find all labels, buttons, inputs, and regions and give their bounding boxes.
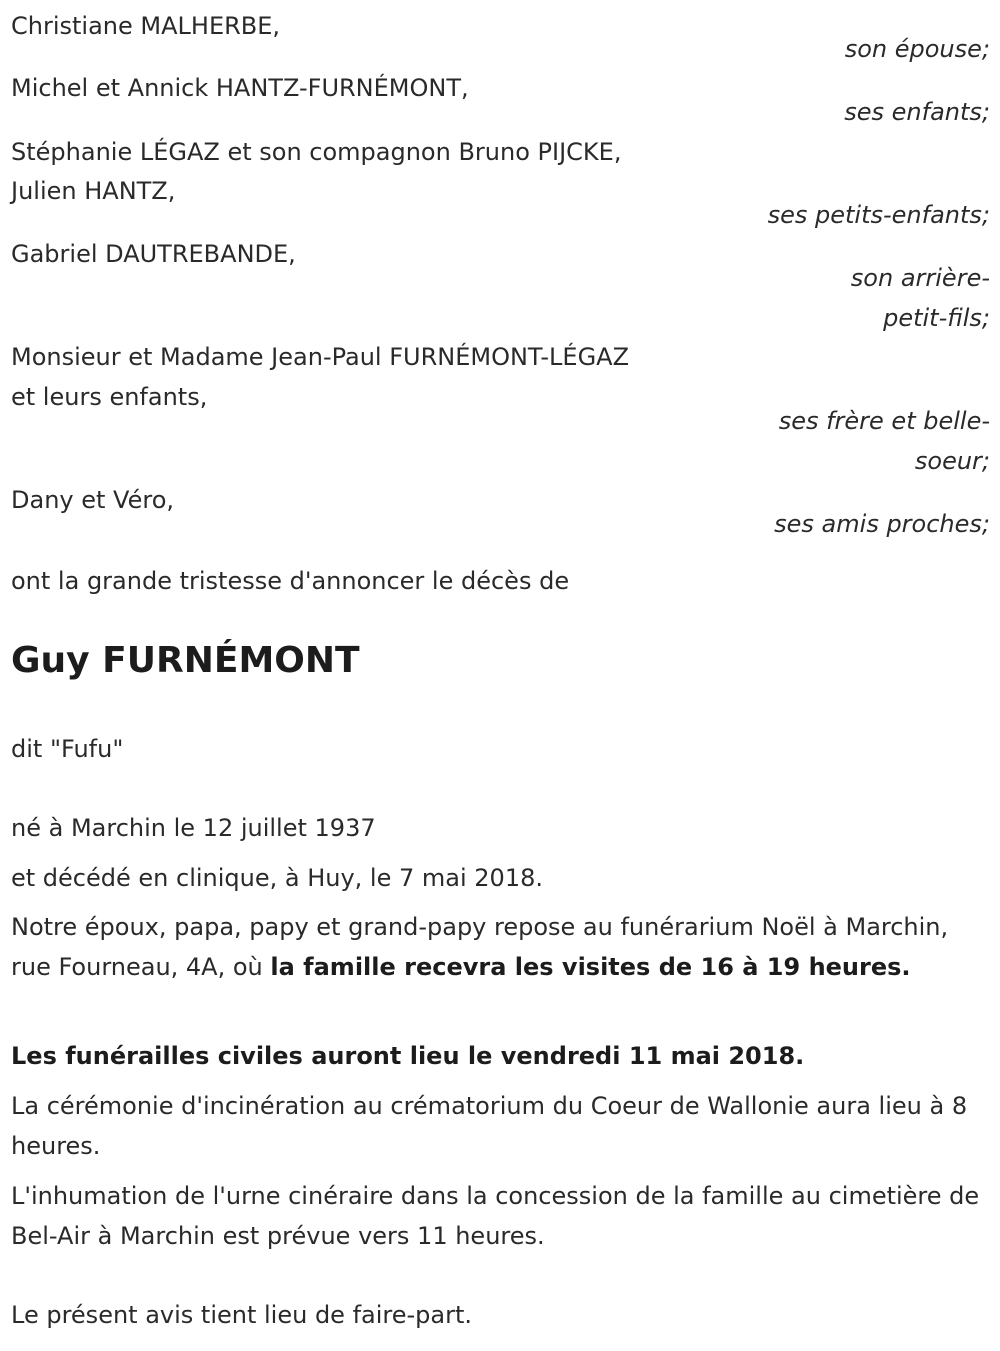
resting-place-text: Notre époux, papa, papy et grand-papy repose au funérarium Noël à Marchin, rue Fourneau, 4A, où (11, 913, 949, 981)
family-relation: ses frère et belle- (778, 407, 990, 435)
notice-text: Le présent avis tient lieu de faire-part. (11, 1301, 473, 1329)
family-name-line: et leurs enfants, (11, 383, 208, 411)
funeral-date: Les funérailles civiles auront lieu le vendredi 11 mai 2018. (11, 1042, 805, 1070)
nickname: dit "Fufu" (11, 735, 124, 763)
family-relation: petit-fils; (883, 304, 990, 332)
deceased-name: Guy FURNÉMONT (11, 640, 360, 681)
family-name-line: Stéphanie LÉGAZ et son compagnon Bruno PIJCKE, (11, 138, 622, 166)
burial-paragraph: L'inhumation de l'urne cinéraire dans la concession de la famille au cimetière de Bel-Air à Marchin est prévue vers 11 heures. (11, 1182, 980, 1250)
announcement-text: ont la grande tristesse d'annoncer le décès de (11, 567, 570, 595)
birth-info: né à Marchin le 12 juillet 1937 (11, 814, 376, 842)
family-relation: ses petits-enfants; (767, 201, 990, 229)
family-relation: ses enfants; (844, 98, 990, 126)
family-name-line: Dany et Véro, (11, 486, 175, 514)
ceremony-paragraph: La cérémonie d'incinération au crématorium du Coeur de Wallonie aura lieu à 8 heures. (11, 1092, 968, 1160)
family-name-line: Julien HANTZ, (11, 177, 176, 205)
family-relation: son épouse; (844, 35, 990, 63)
family-name-line: Christiane MALHERBE, (11, 12, 281, 40)
family-relation: soeur; (914, 447, 990, 475)
family-name-line: Gabriel DAUTREBANDE, (11, 240, 296, 268)
death-info: et décédé en clinique, à Huy, le 7 mai 2018. (11, 864, 543, 892)
family-name-line: Michel et Annick HANTZ-FURNÉMONT, (11, 74, 469, 102)
visiting-hours: la famille recevra les visites de 16 à 19 heures. (270, 953, 911, 981)
resting-place-paragraph (11, 907, 986, 987)
family-name-line: Monsieur et Madame Jean-Paul FURNÉMONT-LÉGAZ (11, 343, 630, 371)
family-relation: son arrière- (850, 264, 990, 292)
family-relation: ses amis proches; (774, 510, 990, 538)
